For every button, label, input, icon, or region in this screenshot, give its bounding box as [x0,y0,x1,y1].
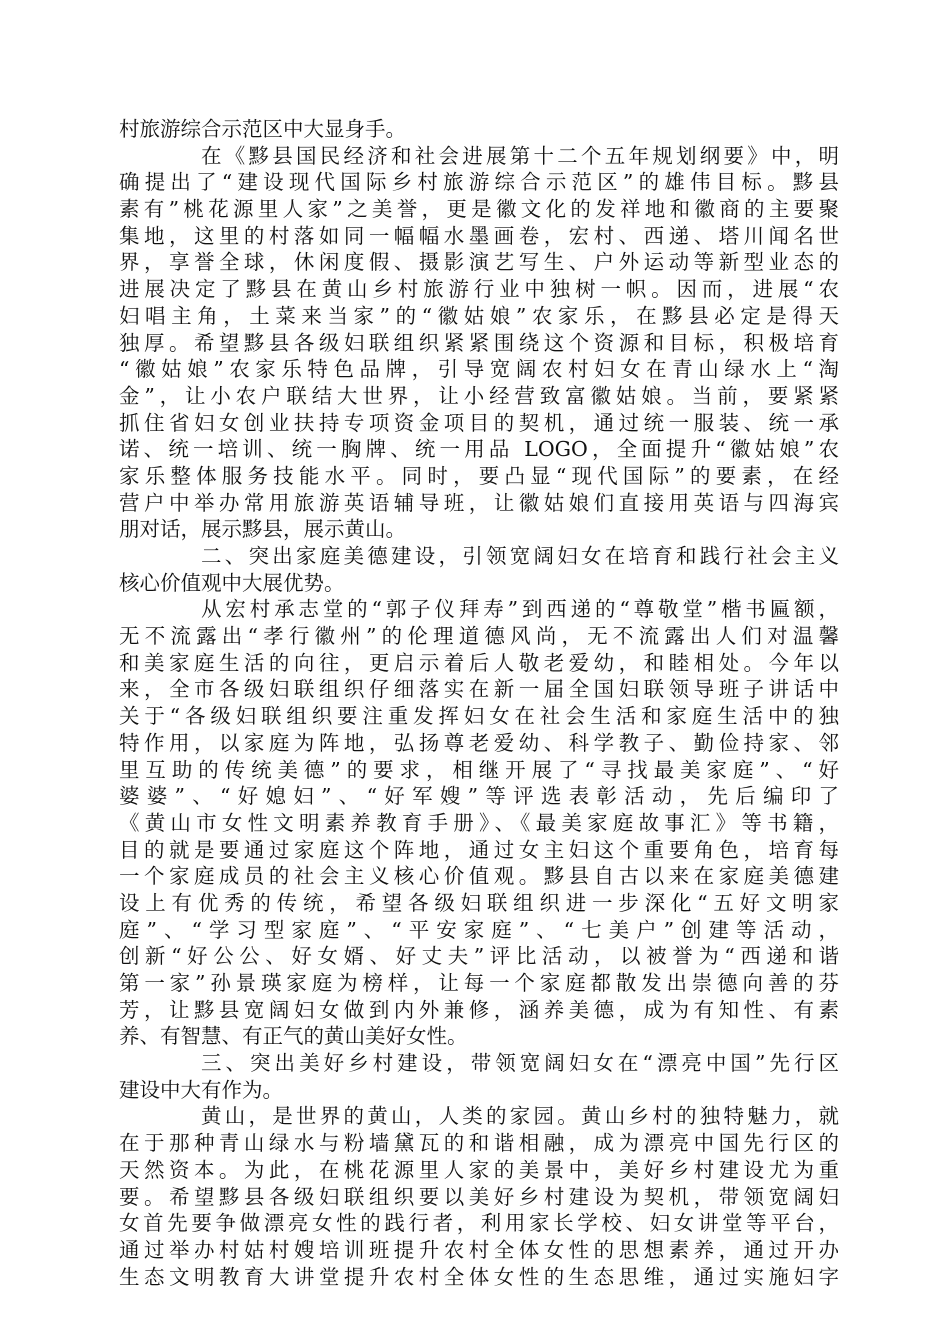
section-heading-line: 二、突出家庭美德建设，引领宽阔妇女在培育和践行社会主义 [201,544,839,568]
text-line: 集地，这里的村落如同一幅幅水墨画卷，宏村、西递、塔川闻名世 [119,223,839,248]
text-line: 女首先要争做漂亮女性的践行者，利用家长学校、妇女讲堂等平台， [119,1211,839,1236]
text-line: 妇唱主角，土菜来当家”的“徽姑娘”农家乐，在黟县必定是得天 [119,303,839,328]
text-line: 营户中举办常用旅游英语辅导班，让徽姑娘们直接用英语与四海宾 [119,490,839,515]
text-line: 和美家庭生活的向往，更启示着后人敬老爱幼，和睦相处。今年以 [119,650,839,675]
section-heading-line: 建设中大有作为。 [119,1077,283,1102]
text-line: 来，全市各级妇联组织仔细落实在新一届全国妇联领导班子讲话中 [119,677,839,702]
text-line: “徽姑娘”农家乐特色品牌，引导宽阔农村妇女在青山绿水上“淘 [119,357,839,382]
text-line: 抓住省妇女创业扶持专项资金项目的契机，通过统一服装、统一承 [119,410,839,435]
text-line: 里互助的传统美德”的要求，相继开展了“寻找最美家庭”、“好 [119,757,839,782]
text-line: 通过举办村姑村嫂培训班提升农村全体女性的思想素养，通过开办 [119,1237,839,1262]
text-line: 无不流露出“孝行徽州”的伦理道德风尚，无不流露出人们对温馨 [119,624,839,649]
text-line: 芳，让黟县宽阔妇女做到内外兼修，涵养美德，成为有知性、有素 [119,997,839,1022]
text-line: 要。希望黟县各级妇联组织要以美好乡村建设为契机，带领宽阔妇 [119,1184,839,1209]
text-line: 进展决定了黟县在黄山乡村旅游行业中独树一帜。因而，进展“农 [119,277,839,302]
text-line: 诺、统一培训、统一胸牌、统一用品 LOGO，全面提升“徽姑娘”农 [119,437,839,462]
text-line: 确提出了“建设现代国际乡村旅游综合示范区”的雄伟目标。黟县 [119,170,839,195]
text-line: 在于那种青山绿水与粉墙黛瓦的和谐相融，成为漂亮中国先行区的 [119,1131,839,1156]
text-line: 金”，让小农户联结大世界，让小经营致富徽姑娘。当前，要紧紧 [119,383,839,408]
text-line: 养、有智慧、有正气的黄山美好女性。 [119,1024,468,1049]
text-line: 庭”、“学习型家庭”、“平安家庭”、“七美户”创建等活动， [119,917,839,942]
text-line: 朋对话，展示黟县，展示黄山。 [119,517,406,542]
text-line: 素有”桃花源里人家”之美誉，更是徽文化的发祥地和徽商的主要聚 [119,197,839,222]
text-line: 界，享誉全球，休闲度假、摄影演艺写生、户外运动等新型业态的 [119,250,839,275]
section-heading-line: 三、突出美好乡村建设，带领宽阔妇女在“漂亮中国”先行区 [201,1051,839,1076]
text-line: 黄山，是世界的黄山，人类的家园。黄山乡村的独特魅力，就 [201,1104,839,1129]
text-line: 家乐整体服务技能水平。同时，要凸显“现代国际”的要素，在经 [119,463,839,488]
text-line: 生态文明教育大讲堂提升农村全体女性的生态思维，通过实施妇字 [119,1264,839,1289]
text-line: 天然资本。为此，在桃花源里人家的美景中，美好乡村建设尤为重 [119,1157,839,1182]
section-heading-line: 核心价值观中大展优势。 [119,570,345,595]
text-line: 在《黟县国民经济和社会进展第十二个五年规划纲要》中，明 [201,143,839,168]
text-line: 独厚。希望黟县各级妇联组织紧紧围绕这个资源和目标，积极培育 [119,330,839,355]
text-line: 婆婆”、“好媳妇”、“好军嫂”等评选表彰活动，先后编印了 [119,784,839,809]
text-line: 关于“各级妇联组织要注重发挥妇女在社会生活和家庭生活中的独 [119,704,839,729]
text-line: 村旅游综合示范区中大显身手。 [119,117,406,141]
text-line: 特作用，以家庭为阵地，弘扬尊老爱幼、科学教子、勤俭持家、邻 [119,730,839,755]
text-line: 从宏村承志堂的“郭子仪拜寿”到西递的“尊敬堂”楷书匾额， [201,597,839,622]
text-line: 《黄山市女性文明素养教育手册》、《最美家庭故事汇》等书籍， [119,810,839,835]
text-line: 目的就是要通过家庭这个阵地，通过女主妇这个重要角色，培育每 [119,837,839,862]
text-line: 创新“好公公、好女婿、好丈夫”评比活动，以被誉为“西递和谐 [119,944,839,969]
text-line: 一个家庭成员的社会主义核心价值观。黟县自古以来在家庭美德建 [119,864,839,889]
text-line: 第一家”孙景瑛家庭为榜样，让每一个家庭都散发出崇德向善的芬 [119,971,839,995]
document-body [119,116,839,1290]
text-line: 设上有优秀的传统，希望各级妇联组织进一步深化“五好文明家 [119,890,839,915]
